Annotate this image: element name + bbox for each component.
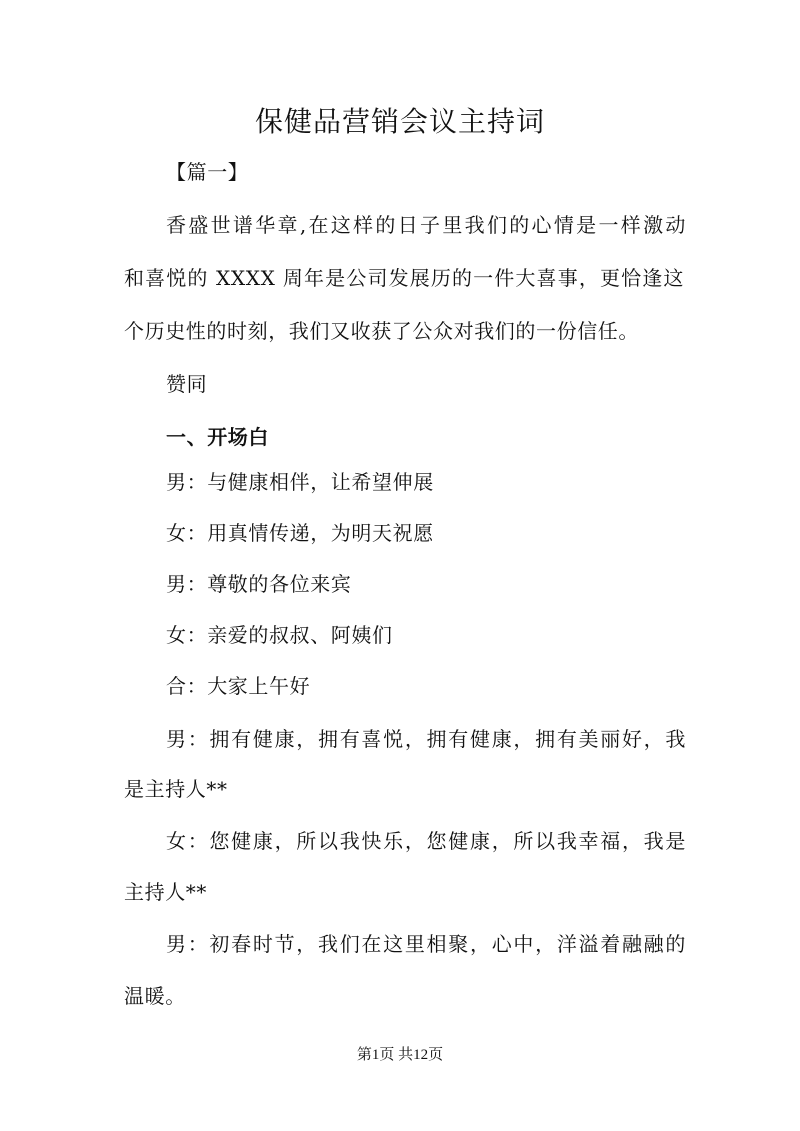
dialogue-line: 男：尊敬的各位来宾 — [166, 572, 352, 596]
page-footer: 第1页 共12页 — [356, 1047, 444, 1063]
intro-line-3: 个历史性的时刻，我们又收获了公众对我们的一份信任。 — [124, 319, 639, 343]
section-label: 【篇一】 — [166, 160, 249, 184]
dialogue-line: 女：用真情传递，为明天祝愿 — [166, 521, 434, 545]
intro-line-2: 和喜悦的 XXXX 周年是公司发展历的一件大喜事，更恰逢这 — [124, 266, 684, 290]
female-paragraph-1-line-1: 女：您健康，所以我快乐，您健康，所以我幸福，我是 — [166, 829, 686, 853]
dialogue-line: 合：大家上午好 — [166, 674, 311, 698]
male-paragraph-2-line-1: 男：初春时节，我们在这里相聚，心中，洋溢着融融的 — [166, 932, 686, 956]
male-paragraph-2-line-2: 温暖。 — [124, 984, 186, 1008]
female-paragraph-1-line-2: 主持人** — [124, 880, 207, 904]
document-title: 保健品营销会议主持词 — [254, 105, 545, 138]
male-paragraph-1-line-2: 是主持人** — [124, 777, 228, 801]
intro-line-1: 香盛世谱华章,在这样的日子里我们的心情是一样激动 — [166, 213, 686, 237]
dialogue-line: 女：亲爱的叔叔、阿姨们 — [166, 623, 393, 647]
dialogue-line: 男：与健康相伴，让希望伸展 — [166, 470, 434, 494]
zantong-text: 赞同 — [166, 372, 208, 396]
male-paragraph-1-line-1: 男：拥有健康，拥有喜悦，拥有健康，拥有美丽好，我 — [166, 727, 686, 751]
section-heading-opening: 一、开场白 — [166, 425, 269, 449]
